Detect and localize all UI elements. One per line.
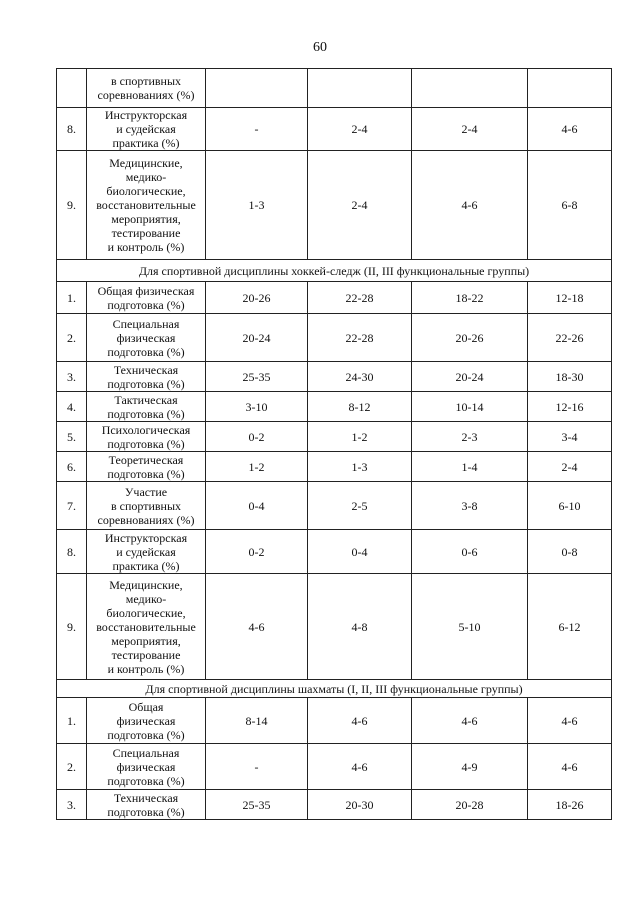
row-value-1 [206,69,308,108]
row-name: Техническая подготовка (%) [87,362,206,392]
table-row [57,744,612,790]
row-value-2: 4-8 [308,574,412,680]
row-value-3: 4-6 [412,151,528,260]
row-number: 9. [57,151,87,260]
row-name: Инструкторская и судейская практика (%) [87,530,206,574]
row-value-4: 18-30 [528,362,612,392]
row-value-2: 4-6 [308,744,412,790]
row-name: Психологическая подготовка (%) [87,422,206,452]
row-value-4: 4-6 [528,698,612,744]
table-row [57,282,612,314]
row-value-4: 6-8 [528,151,612,260]
row-value-2: 1-2 [308,422,412,452]
row-number: 1. [57,698,87,744]
row-value-2: 22-28 [308,282,412,314]
row-value-2: 1-3 [308,452,412,482]
row-value-2 [308,69,412,108]
row-value-3: 2-3 [412,422,528,452]
section-title: Для спортивной дисциплины хоккей-следж (II, III функциональные группы) [57,260,612,282]
table-row [57,530,612,574]
row-value-3: 20-24 [412,362,528,392]
table-row [57,314,612,362]
row-number: 3. [57,790,87,820]
row-value-3: 20-28 [412,790,528,820]
row-value-3: 3-8 [412,482,528,530]
row-value-2: 20-30 [308,790,412,820]
row-value-4: 12-16 [528,392,612,422]
row-value-1: 0-4 [206,482,308,530]
row-value-4 [528,69,612,108]
row-value-1: 1-2 [206,452,308,482]
row-number: 2. [57,314,87,362]
row-value-2: 2-5 [308,482,412,530]
row-value-4: 6-10 [528,482,612,530]
row-value-2: 2-4 [308,151,412,260]
row-name: Теоретическая подготовка (%) [87,452,206,482]
row-value-3: 18-22 [412,282,528,314]
row-value-4: 18-26 [528,790,612,820]
row-value-1: 4-6 [206,574,308,680]
row-number: 5. [57,422,87,452]
row-value-1: 0-2 [206,530,308,574]
row-name: Общая физическая подготовка (%) [87,698,206,744]
table-row [57,574,612,680]
row-value-3 [412,69,528,108]
table-row [57,151,612,260]
row-value-4: 6-12 [528,574,612,680]
row-value-3: 2-4 [412,108,528,151]
table-row [57,362,612,392]
row-value-3: 20-26 [412,314,528,362]
section-header-row [57,260,612,282]
row-name: Инструкторская и судейская практика (%) [87,108,206,151]
row-value-4: 12-18 [528,282,612,314]
row-value-3: 1-4 [412,452,528,482]
row-value-1: - [206,744,308,790]
row-value-1: 20-24 [206,314,308,362]
row-value-4: 2-4 [528,452,612,482]
row-name: Специальная физическая подготовка (%) [87,314,206,362]
row-value-4: 4-6 [528,108,612,151]
row-value-3: 4-6 [412,698,528,744]
row-number: 9. [57,574,87,680]
section-header-row [57,680,612,698]
table-row [57,698,612,744]
row-value-1: 0-2 [206,422,308,452]
row-value-1: - [206,108,308,151]
table-row [57,452,612,482]
table-row [57,422,612,452]
row-value-3: 0-6 [412,530,528,574]
row-number: 3. [57,362,87,392]
row-number: 7. [57,482,87,530]
row-value-2: 22-28 [308,314,412,362]
row-number: 6. [57,452,87,482]
row-number [57,69,87,108]
row-value-2: 8-12 [308,392,412,422]
row-number: 8. [57,108,87,151]
row-value-4: 0-8 [528,530,612,574]
row-value-2: 2-4 [308,108,412,151]
table-row [57,392,612,422]
row-value-2: 0-4 [308,530,412,574]
row-value-1: 20-26 [206,282,308,314]
row-name: Участие в спортивных соревнованиях (%) [87,482,206,530]
row-value-1: 8-14 [206,698,308,744]
row-value-4: 4-6 [528,744,612,790]
table-row [57,482,612,530]
row-name: Медицинские, медико- биологические, восстановительные мероприятия, тестирование и контроль (%) [87,151,206,260]
table-row [57,108,612,151]
row-value-3: 4-9 [412,744,528,790]
row-value-2: 24-30 [308,362,412,392]
row-value-3: 5-10 [412,574,528,680]
row-name: Медицинские, медико- биологические, восстановительные мероприятия, тестирование и контроль (%) [87,574,206,680]
row-value-4: 22-26 [528,314,612,362]
table-row [57,790,612,820]
row-name: в спортивных соревнованиях (%) [87,69,206,108]
row-name: Общая физическая подготовка (%) [87,282,206,314]
row-value-1: 25-35 [206,790,308,820]
row-value-3: 10-14 [412,392,528,422]
page-number: 60 [313,40,327,55]
row-value-1: 1-3 [206,151,308,260]
row-name: Специальная физическая подготовка (%) [87,744,206,790]
row-number: 2. [57,744,87,790]
section-title: Для спортивной дисциплины шахматы (I, II, III функциональные группы) [57,680,612,698]
row-value-4: 3-4 [528,422,612,452]
row-value-1: 25-35 [206,362,308,392]
table-row [57,69,612,108]
row-name: Тактическая подготовка (%) [87,392,206,422]
row-name: Техническая подготовка (%) [87,790,206,820]
row-number: 1. [57,282,87,314]
row-value-2: 4-6 [308,698,412,744]
row-value-1: 3-10 [206,392,308,422]
training-ratio-table [56,68,612,820]
row-number: 8. [57,530,87,574]
row-number: 4. [57,392,87,422]
